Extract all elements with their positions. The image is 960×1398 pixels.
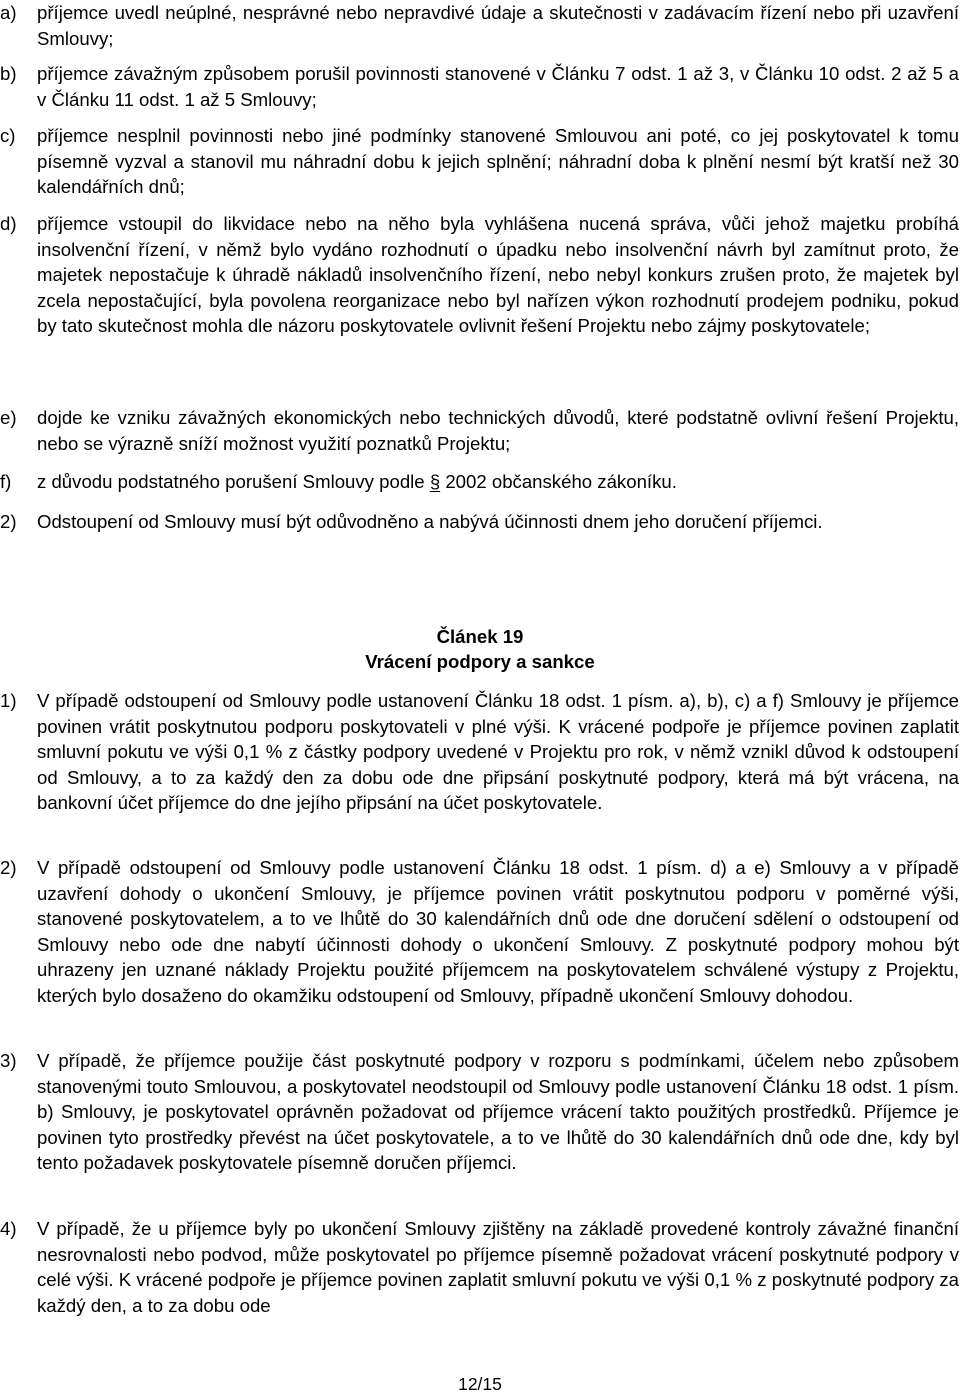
paragraph-text: V případě odstoupení od Smlouvy podle ustanovení Článku 18 odst. 1 písm. a), b), c) a f) Smlouvy je příjemce povinen vrátit poskytnutou podporu poskytovateli v plné výši. K vrácené podpoře je příjemce povinen zaplatit smluvní pokutu ve výši 0,1 % z částky podpory uvedené v Projektu pro rok, v němž vznikl důvod k odstoupení od Smlouvy, a to za každý den za dobu ode dne připsání poskytnuté podpory, která má být vrácena, na bankovní účet příjemce do dne jejího připsání na účet poskytovatele. bbox=[37, 690, 959, 813]
article18-paragraph-2 bbox=[0, 509, 960, 535]
list-label: a) bbox=[0, 2, 17, 23]
list-item-f bbox=[0, 469, 960, 495]
paragraph-text: V případě, že u příjemce byly po ukončení Smlouvy zjištěny na základě provedené kontroly závažné finanční nesrovnalosti nebo podvod, může poskytovatel po příjemce písemně požadovat vrácení poskytnuté podpory v celé výši. K vrácené podpoře je příjemce povinen zaplatit smluvní pokutu ve výši 0,1 % z poskytnuté podpory za každý den, a to za dobu ode bbox=[37, 1218, 959, 1316]
paragraph-text: Odstoupení od Smlouvy musí být odůvodněno a nabývá účinnosti dnem jeho doručení příjemci. bbox=[37, 511, 823, 532]
list-item-e bbox=[0, 405, 960, 456]
list-text-before: z důvodu podstatného porušení Smlouvy podle bbox=[37, 471, 430, 492]
paragraph-text: V případě odstoupení od Smlouvy podle ustanovení Článku 18 odst. 1 písm. d) a e) Smlouvy a v případě uzavření dohody o ukončení Smlouvy, je příjemce povinen vrátit poskytnutou podporu v poměrné výši, stanovené poskytovatelem, a to ve lhůtě do 30 kalendářních dnů ode dne doručení sdělení o odstoupení od Smlouvy nebo ode dne nabytí účinnosti dohody o ukončení Smlouvy. Z poskytnuté podpory mohou být uhrazeny jen uznané náklady Projektu použité příjemcem na poskytovatelem schválené výstupy z Projektu, kterých bylo dosaženo do okamžiku odstoupení od Smlouvy, případně ukončení Smlouvy dohodou. bbox=[37, 857, 959, 1006]
list-item-b bbox=[0, 61, 960, 112]
list-text: příjemce nesplnil povinnosti nebo jiné podmínky stanovené Smlouvou ani poté, co jej poskytovatel k tomu písemně vyzval a stanovil mu náhradní dobu k jejich splnění; náhradní doba k plnění nesmí být kratší než 30 kalendářních dnů; bbox=[37, 125, 959, 197]
article19-paragraph-2 bbox=[0, 855, 960, 1008]
paragraph-number: 1) bbox=[0, 690, 17, 711]
paragraph-sign: § bbox=[429, 471, 441, 492]
list-item-c bbox=[0, 123, 960, 200]
list-text: příjemce vstoupil do likvidace nebo na něho byla vyhlášena nucená správa, vůči jehož majetku probíhá insolvenční řízení, v němž bylo vydáno rozhodnutí o úpadku nebo insolvenční návrh byl zamítnut proto, že majetek nepostačuje k úhradě nákladů insolvenčního řízení, nebo nebyl konkurs zrušen proto, že majetek byl zcela nepostačující, byla povolena reorganizace nebo byl nařízen výkon rozhodnutí prodejem podniku, pokud by tato skutečnost mohla dle názoru poskytovatele ovlivnit řešení Projektu nebo zájmy poskytovatele; bbox=[37, 213, 959, 336]
list-label: c) bbox=[0, 125, 16, 146]
paragraph-number: 3) bbox=[0, 1050, 17, 1071]
article19-paragraph-4 bbox=[0, 1216, 960, 1318]
article19-paragraph-3 bbox=[0, 1048, 960, 1176]
paragraph-text: V případě, že příjemce použije část poskytnuté podpory v rozporu s podmínkami, účelem nebo způsobem stanovenými touto Smlouvou, a poskytovatel neodstoupil od Smlouvy podle ustanovení Článku 18 odst. 1 písm. b) Smlouvy, je poskytovatel oprávněn požadovat od příjemce vrácení takto použitých prostředků. Příjemce je povinen tyto prostředky převést na účet poskytovatele, a to ve lhůtě do 30 kalendářních dnů ode dne, kdy byl tento požadavek poskytovatele písemně doručen příjemci. bbox=[37, 1050, 959, 1173]
list-item-a bbox=[0, 0, 960, 51]
list-label: f) bbox=[0, 471, 12, 492]
article-number: Článek 19 bbox=[436, 626, 524, 647]
list-text-after: 2002 občanského zákoníku. bbox=[440, 471, 677, 492]
list-text bbox=[37, 469, 959, 495]
list-text: příjemce závažným způsobem porušil povinnosti stanovené v Článku 7 odst. 1 až 3, v Článku 10 odst. 2 až 5 a v Článku 11 odst. 1 až 5 Smlouvy; bbox=[37, 63, 959, 110]
list-text: dojde ke vzniku závažných ekonomických nebo technických důvodů, které podstatně ovlivní řešení Projektu, nebo se výrazně sníží možnost využití poznatků Projektu; bbox=[37, 407, 959, 454]
paragraph-number: 2) bbox=[0, 857, 17, 878]
list-label: d) bbox=[0, 213, 17, 234]
page-number: 12/15 bbox=[458, 1374, 502, 1394]
list-label: e) bbox=[0, 407, 17, 428]
list-item-d bbox=[0, 211, 960, 339]
article-title: Vrácení podpory a sankce bbox=[365, 651, 595, 672]
list-label: b) bbox=[0, 63, 17, 84]
list-text: příjemce uvedl neúplné, nesprávné nebo nepravdivé údaje a skutečnosti v zadávacím řízení nebo při uzavření Smlouvy; bbox=[37, 2, 959, 49]
article19-paragraph-1 bbox=[0, 688, 960, 816]
paragraph-number: 2) bbox=[0, 511, 17, 532]
paragraph-number: 4) bbox=[0, 1218, 17, 1239]
